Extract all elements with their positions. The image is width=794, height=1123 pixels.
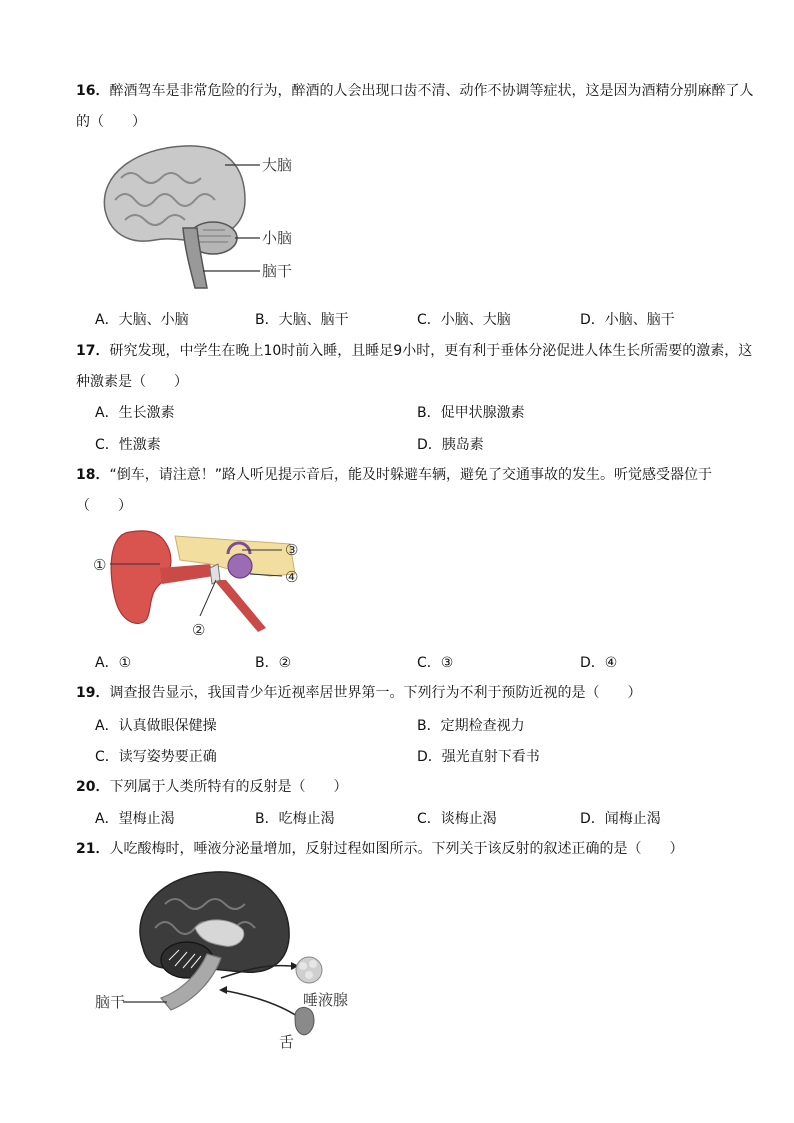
option-b[interactable]: B．促甲状腺激素 [417,405,525,421]
question-number: 19． [76,685,110,701]
option-b[interactable]: B．② [255,655,292,671]
option-a[interactable]: A．大脑、小脑 [95,312,189,328]
label-cerebellum: 小脑 [262,229,293,247]
option-c[interactable]: C．性激素 [95,437,161,453]
question-18 [76,460,756,522]
option-c[interactable]: C．小脑、大脑 [417,312,511,328]
option-c[interactable]: C．③ [417,655,454,671]
option-d[interactable]: D．小脑、脑干 [580,312,675,328]
question-text: 调查报告显示，我国青少年近视率居世界第一。下列行为不利于预防近视的是（ ） [109,685,642,701]
cochlea-shape [228,554,252,578]
question-text: 下列属于人类所特有的反射是（ ） [109,779,348,795]
option-a[interactable]: A．认真做眼保健操 [95,718,217,734]
salivary-gland [296,957,322,983]
label-4: ④ [285,568,299,586]
option-a[interactable]: A．生长激素 [95,405,175,421]
question-number: 17． [76,343,110,359]
label-1: ① [93,556,107,574]
eardrum-shape [210,564,220,584]
option-c[interactable]: C．读写姿势要正确 [95,749,217,765]
option-c[interactable]: C．谈梅止渴 [417,811,497,827]
question-number: 16． [76,83,110,99]
label-brainstem: 脑干 [262,262,293,280]
option-a[interactable]: A．望梅止渴 [95,811,175,827]
options-20 [95,808,755,830]
label-3: ③ [285,541,299,559]
option-d[interactable]: D．④ [580,655,618,671]
question-text: 人吃酸梅时，唾液分泌量增加，反射过程如图所示。下列关于该反射的叙述正确的是（ ） [109,841,684,857]
question-text: 研究发现，中学生在晚上10时前入睡，且睡足9小时，更有利于垂体分泌促进人体生长所需要的激素，这种激素是（ ） [76,343,753,390]
options-17-row2 [95,434,755,456]
brain-figure [95,140,315,290]
option-d[interactable]: D．闻梅止渴 [580,811,661,827]
option-d[interactable]: D．胰岛素 [417,437,484,453]
ear-figure [90,524,310,644]
question-20 [76,772,756,803]
question-19 [76,678,756,709]
options-16 [95,309,755,331]
tongue-shape [295,1007,314,1034]
label-2: ② [192,621,206,639]
option-a[interactable]: A．① [95,655,132,671]
leader-line [200,580,216,616]
question-number: 21． [76,841,110,857]
question-16 [76,76,756,138]
option-b[interactable]: B．吃梅止渴 [255,811,335,827]
afferent-arrow [219,986,227,994]
question-21 [76,834,756,865]
gland-lobule [305,971,313,979]
option-b[interactable]: B．定期检查视力 [417,718,525,734]
options-17-row1 [95,402,755,424]
question-text: “倒车，请注意！”路人听见提示音后，能及时躲避车辆，避免了交通事故的发生。听觉感受器位于（ ） [76,467,712,514]
reflex-figure [95,868,365,1053]
question-17 [76,336,756,398]
question-number: 20． [76,779,110,795]
label-tongue: 舌 [279,1033,295,1051]
question-number: 18． [76,467,110,483]
option-d[interactable]: D．强光直射下看书 [417,749,540,765]
gland-lobule [299,962,307,970]
options-19-row1 [95,715,755,737]
gland-lobule [309,960,317,968]
eustachian-tube [214,580,266,632]
option-b[interactable]: B．大脑、脑干 [255,312,349,328]
afferent-nerve [221,990,297,1016]
options-19-row2 [95,746,755,768]
options-18 [95,652,755,674]
label-brainstem: 脑干 [95,993,126,1011]
label-cerebrum: 大脑 [262,156,293,174]
question-text: 醉酒驾车是非常危险的行为，醉酒的人会出现口齿不清、动作不协调等症状，这是因为酒精分别麻醉了人的（ ） [76,83,754,130]
label-salivary-gland: 唾液腺 [303,991,349,1009]
